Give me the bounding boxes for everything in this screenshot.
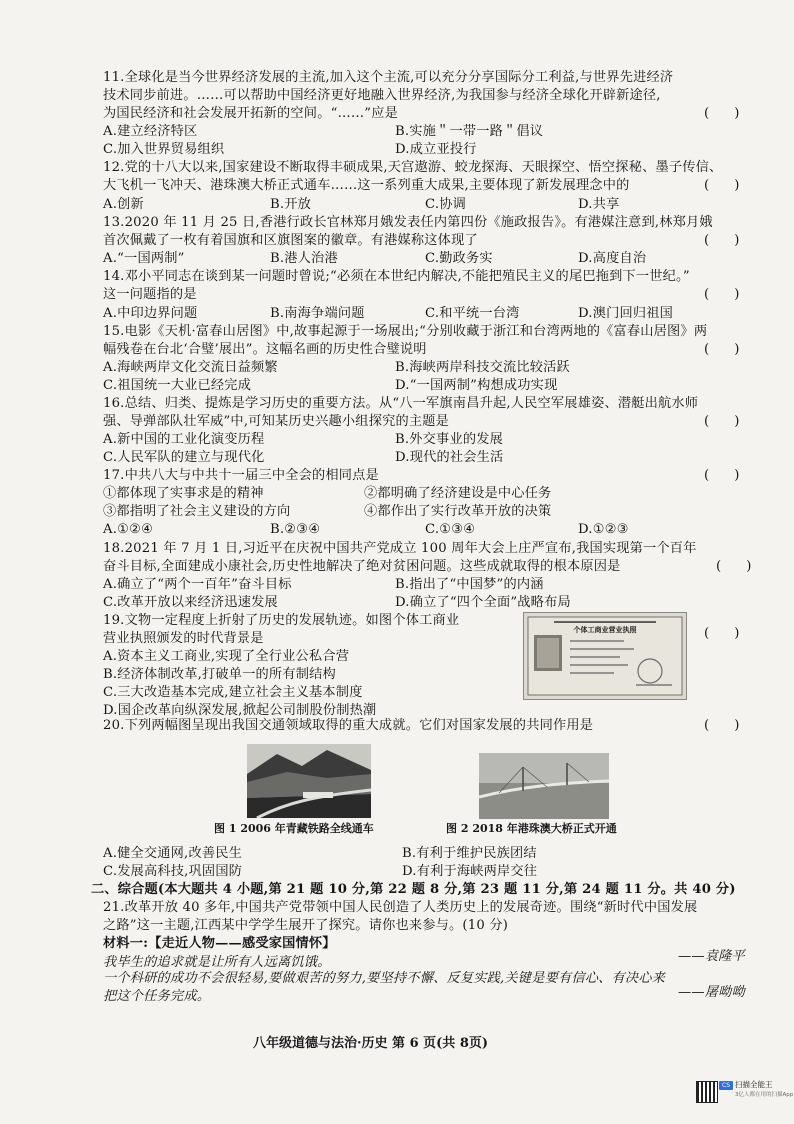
figure1-caption: 图 1 2006 年青藏铁路全线通车 (214, 822, 374, 835)
railway-photo-graphic (247, 744, 371, 818)
qr-code-icon (696, 1081, 718, 1103)
q12-option-a[interactable]: A.创新 (103, 197, 144, 212)
q17-statement-2: ②都明确了经济建设是中心任务 (364, 486, 552, 501)
q18-stem-line2: 奋斗目标,全面建成小康社会,历史性地解决了绝对贫困问题。这些成就取得的根本原因是 (103, 559, 621, 574)
q18-option-a[interactable]: A.确立了“两个一百年”奋斗目标 (103, 577, 292, 592)
q20-option-b[interactable]: B.有利于维护民族团结 (402, 846, 537, 861)
q11-option-a[interactable]: A.建立经济特区 (103, 124, 198, 139)
q14-stem-line2: 这一问题指的是 (103, 287, 197, 302)
q16-option-b[interactable]: B.外交事业的发展 (395, 432, 503, 447)
q15-option-d[interactable]: D.“一国两制”构想成功实现 (395, 378, 558, 393)
q19-option-c[interactable]: C.三大改造基本完成,建立社会主义基本制度 (103, 685, 363, 700)
material1-title: 材料一:【走近人物——感受家国情怀】 (103, 936, 336, 951)
scanner-watermark (719, 1080, 794, 1102)
q16-option-d[interactable]: D.现代的社会生活 (395, 450, 504, 465)
q16-option-c[interactable]: C.人民军队的建立与现代化 (103, 450, 265, 465)
q17-answer-blank[interactable]: ( ) (704, 468, 740, 483)
q17-statement-1: ①都体现了实事求是的精神 (103, 486, 264, 501)
scanner-logo-icon: CS (719, 1081, 733, 1090)
q16-answer-blank[interactable]: ( ) (704, 414, 740, 429)
q18-answer-blank[interactable]: ( ) (716, 559, 752, 574)
q13-option-d[interactable]: D.高度自治 (578, 251, 647, 266)
hzmb-bridge-photo (479, 753, 609, 819)
business-license-image (523, 612, 687, 700)
q14-option-b[interactable]: B.南海争端问题 (270, 306, 365, 321)
scanner-subtitle: 3亿人都在用的扫描App (735, 1092, 794, 1098)
q15-option-c[interactable]: C.祖国统一大业已经完成 (103, 378, 252, 393)
bridge-photo-graphic (479, 753, 609, 819)
q14-answer-blank[interactable]: ( ) (704, 287, 740, 302)
q11-stem-line2: 技术同步前进。……可以帮助中国经济更好地融入世界经济,为我国参与经济全球化开辟新途径, (103, 88, 661, 103)
page-footer: 八年级道德与法治·历史 第 6 页(共 8页) (253, 1036, 489, 1051)
q11-stem-line3: 为国民经济和社会发展开拓新的空间。“……”应是 (103, 106, 399, 121)
q12-option-c[interactable]: C.协调 (425, 197, 466, 212)
q17-option-c[interactable]: C.①③④ (425, 522, 476, 537)
quote1-text: 我毕生的追求就是让所有人远离饥饿。 (103, 955, 331, 970)
q19-option-b[interactable]: B.经济体制改革,打破单一的所有制结构 (103, 667, 336, 682)
q13-option-c[interactable]: C.勤政务实 (425, 251, 493, 266)
q14-option-c[interactable]: C.和平统一台湾 (425, 306, 520, 321)
q18-stem-line1: 18.2021 年 7 月 1 日,习近平在庆祝中国共产党成立 100 周年大会上庄严宣布,我国实现第一个百年 (103, 541, 697, 556)
q13-answer-blank[interactable]: ( ) (704, 233, 740, 248)
q14-option-a[interactable]: A.中印边界问题 (103, 306, 198, 321)
q11-option-b[interactable]: B.实施＂一带一路＂倡议 (395, 124, 544, 139)
q16-stem-line1: 16.总结、归类、提炼是学习历史的重要方法。从“八一军旗南昌升起,人民空军展雄姿、潜艇出航水师 (103, 396, 699, 411)
q13-stem-line1: 13.2020 年 11 月 25 日,香港行政长官林郑月娥发表任内第四份《施政报告》。有港媒注意到,林郑月娥 (103, 215, 713, 230)
q19-stem-line1: 19.文物一定程度上折射了历史的发展轨迹。如图个体工商业 (103, 613, 460, 628)
scanner-name: 扫描全能王 (735, 1080, 773, 1089)
q20-option-c[interactable]: C.发展高科技,巩固国防 (103, 864, 243, 879)
q13-stem-line2: 首次佩戴了一枚有着国旗和区旗图案的徽章。有港媒称这体现了 (103, 233, 478, 248)
q17-option-b[interactable]: B.②③④ (270, 522, 321, 537)
q11-stem-line1: 11.全球化是当今世界经济发展的主流,加入这个主流,可以充分分享国际分工利益,与世界先进经济 (103, 70, 674, 85)
q15-stem-line1: 15.电影《天机·富春山居图》中,故事起源于一场展出;“分别收藏于浙江和台湾两地的《富春山居图》两 (103, 324, 708, 339)
q19-option-a[interactable]: A.资本主义工商业,实现了全行业公私合营 (103, 649, 350, 664)
q11-answer-blank[interactable]: ( ) (704, 106, 740, 121)
q21-stem-line1: 21.改革开放 40 多年,中国共产党带领中国人民创造了人类历史上的发展奇迹。围绕“新时代中国发展 (103, 900, 698, 915)
q17-stem: 17.中共八大与中共十一届三中全会的相同点是 (103, 468, 379, 483)
q11-option-d[interactable]: D.成立亚投行 (395, 142, 477, 157)
qinghai-tibet-railway-photo (247, 744, 371, 818)
q12-option-d[interactable]: D.共享 (578, 197, 620, 212)
q20-stem: 20.下列两幅图呈现出我国交通领域取得的重大成就。它们对国家发展的共同作用是 (103, 718, 594, 733)
quote2-line1: 一个科研的成功不会很轻易,要做艰苦的努力,要坚持不懈、反复实践,关键是要有信心、有决心来 (103, 971, 666, 986)
q15-option-b[interactable]: B.海峡两岸科技交流比较活跃 (395, 360, 570, 375)
q17-statement-4: ④都作出了实行改革开放的决策 (364, 504, 552, 519)
q13-option-a[interactable]: A.“一国两制” (103, 251, 185, 266)
q19-stem-line2: 营业执照颁发的时代背景是 (103, 631, 264, 646)
figure2-caption: 图 2 2018 年港珠澳大桥正式开通 (446, 822, 617, 835)
q20-answer-blank[interactable]: ( ) (704, 718, 740, 733)
q13-option-b[interactable]: B.港人治港 (270, 251, 338, 266)
quote2-line2: 把这个任务完成。 (103, 989, 211, 1004)
section2-header: 二、综合题(本大题共 4 小题,第 21 题 10 分,第 22 题 8 分,第 23 题 11 分,第 24 题 11 分。共 40 分) (91, 882, 736, 897)
q20-option-a[interactable]: A.健全交通网,改善民生 (103, 846, 242, 861)
q12-stem-line1: 12.党的十八大以来,国家建设不断取得丰硕成果,天宫遨游、蛟龙探海、天眼探空、悟空探秘、墨子传信、 (103, 160, 723, 175)
q17-option-a[interactable]: A.①②④ (103, 522, 154, 537)
q18-option-c[interactable]: C.改革开放以来经济迅速发展 (103, 595, 278, 610)
q14-stem-line1: 14.邓小平同志在谈到某一问题时曾说;“必须在本世纪内解决,不能把殖民主义的尾巴拖到下一世纪。” (103, 269, 690, 284)
q17-option-d[interactable]: D.①②③ (578, 522, 629, 537)
quote1-author: ——袁隆平 (678, 949, 745, 964)
q15-stem-line2: 幅残卷在台北‘合璧’展出”。这幅名画的历史性合璧说明 (103, 342, 427, 357)
q11-option-c[interactable]: C.加入世界贸易组织 (103, 142, 225, 157)
quote2-author: ——屠呦呦 (678, 985, 745, 1000)
q19-answer-blank[interactable]: ( ) (704, 626, 740, 641)
q18-option-d[interactable]: D.确立了“四个全面”战略布局 (395, 595, 571, 610)
q15-answer-blank[interactable]: ( ) (704, 342, 740, 357)
q12-option-b[interactable]: B.开放 (270, 197, 312, 212)
q20-option-d[interactable]: D.有利于海峡两岸交往 (402, 864, 538, 879)
q12-stem-line2: 大飞机一飞冲天、港珠澳大桥正式通车……这一系列重大成果,主要体现了新发展理念中的 (103, 178, 630, 193)
q14-option-d[interactable]: D.澳门回归祖国 (578, 306, 674, 321)
q18-option-b[interactable]: B.指出了“中国梦”的内涵 (395, 577, 544, 592)
q17-statement-3: ③都指明了社会主义建设的方向 (103, 504, 291, 519)
business-license-title: 个体工商业营业执照 (573, 625, 637, 634)
q15-option-a[interactable]: A.海峡两岸文化交流日益频繁 (103, 360, 278, 375)
q19-option-d[interactable]: D.国企改革向纵深发展,掀起公司制股份制热潮 (103, 703, 377, 718)
q16-stem-line2: 强、导弹部队壮军威”中,可知某历史兴趣小组探究的主题是 (103, 414, 450, 429)
q12-answer-blank[interactable]: ( ) (704, 178, 740, 193)
q16-option-a[interactable]: A.新中国的工业化演变历程 (103, 432, 265, 447)
q21-stem-line2: 之路”这一主题,江西某中学学生展开了探究。请你也来参与。(10 分) (103, 918, 509, 933)
